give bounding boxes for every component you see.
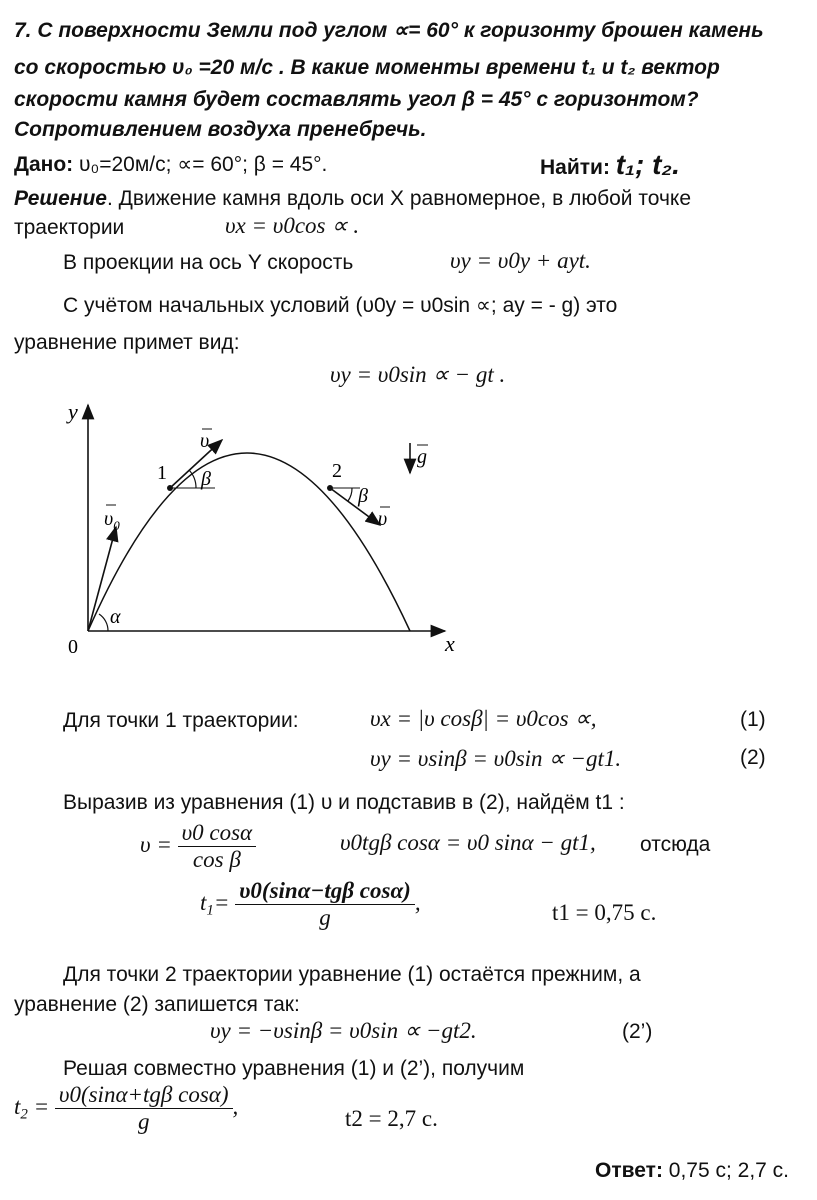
v-fraction-eq: = xyxy=(150,832,178,858)
given-text: υ₀=20м/с; ∝= 60°; β = 45°. xyxy=(79,153,328,176)
t1-numerator: υ0(sinα−tgβ cosα) xyxy=(235,878,415,905)
t1-denominator: g xyxy=(319,905,331,931)
t1-value: t1 = 0,75 c. xyxy=(552,900,657,925)
beta-label-1: β xyxy=(201,468,211,490)
beta-label-2: β xyxy=(358,485,368,507)
v-fraction-lhs: υ xyxy=(140,832,151,858)
t2-formula: $t_2$ = $\frac{\text{υ0(sinα+tgβ cosα)}}{g}$ , xyxy=(14,1082,239,1135)
t2-value: t2 = 2,7 c. xyxy=(345,1106,438,1131)
v0-subscript: 0 xyxy=(113,518,120,533)
t2-fraction xyxy=(55,1082,233,1136)
g-label: g xyxy=(417,446,427,468)
eq2-number: (2) xyxy=(740,746,766,769)
v-fraction-num: υ0 cosα xyxy=(178,820,257,847)
t2-denominator: g xyxy=(137,1109,150,1135)
solution-label: Решение xyxy=(14,187,107,210)
alpha-label: α xyxy=(110,606,121,628)
eq1-number: (1) xyxy=(740,708,766,731)
find-line xyxy=(540,149,680,181)
initial-conditions: С учётом начальных условий (υ0y = υ0sin ∝; ay = - g) это xyxy=(63,294,618,317)
solving-text: Решая совместно уравнения (1) и (2’), получим xyxy=(63,1057,525,1080)
alpha-arc xyxy=(99,614,108,631)
v-fraction xyxy=(140,820,256,874)
point2-eq: υy = −υsinβ = υ0sin ∝ −gt2. xyxy=(210,1018,477,1043)
t2-lhs: $t_2$ = xyxy=(14,1094,50,1123)
find-label: Найти: xyxy=(540,156,610,179)
v-vector-1 xyxy=(170,440,222,488)
trajectory-curve xyxy=(88,453,410,631)
vy-final-equation: υy = υ0sin ∝ − gt . xyxy=(330,362,506,387)
problem-line-1: 7. С поверхности Земли под углом ∝= 60° к горизонту брошен камень xyxy=(14,19,764,42)
given-label: Дано: xyxy=(14,153,74,176)
solution-traj: траектории xyxy=(14,216,125,239)
trajectory-figure xyxy=(60,395,460,660)
find-text: t₁; t₂. xyxy=(615,149,680,180)
answer-line xyxy=(595,1158,789,1184)
v-fraction-den: cos β xyxy=(192,847,241,873)
t1-lhs: $t_1=$ xyxy=(200,890,230,919)
t1-fraction xyxy=(235,878,415,932)
v0-label xyxy=(104,508,120,533)
point2-line-1: Для точки 2 траектории уравнение (1) остаётся прежним, а xyxy=(63,963,641,986)
point1-eq3: υ0tgβ cosα = υ0 sinα − gt1, xyxy=(340,830,596,855)
problem-line-2: со скоростью υ₀ =20 м/с . В какие моменты времени t₁ и t₂ вектор xyxy=(14,56,720,79)
v-label-1: υ xyxy=(200,430,210,452)
v-fraction-body xyxy=(178,820,257,874)
eq3-tail: отсюда xyxy=(640,833,711,856)
vx-equation: υx = υ0cos ∝ . xyxy=(225,213,360,238)
solution-intro xyxy=(14,186,691,212)
point1-label: Для точки 1 траектории: xyxy=(63,709,299,732)
t1-formula: $t_1=$ $\frac{\text{υ0(sinα−tgβ cosα)}}{g}$ , xyxy=(200,878,421,931)
v-vector-2 xyxy=(330,488,380,525)
x-axis-label: x xyxy=(445,631,455,656)
beta-arc-2 xyxy=(348,488,352,501)
vy-equation: υy = υ0y + ayt. xyxy=(450,248,591,273)
eq2p-number: (2’) xyxy=(622,1020,653,1043)
y-axis-label: y xyxy=(68,399,78,424)
point-1-label: 1 xyxy=(157,462,167,484)
problem-line-3: скорости камня будет составлять угол β = 45° с горизонтом? xyxy=(14,88,699,111)
t2-numerator: υ0(sinα+tgβ cosα) xyxy=(55,1082,233,1109)
point-2-label: 2 xyxy=(332,460,342,482)
origin-label: 0 xyxy=(68,636,78,658)
given-line xyxy=(14,152,327,178)
equation-form-text: уравнение примет вид: xyxy=(14,331,240,354)
point1-eq2: υy = υsinβ = υ0sin ∝ −gt1. xyxy=(370,746,622,771)
v-label-2: υ xyxy=(378,508,388,530)
point2-line-2: уравнение (2) запишется так: xyxy=(14,993,300,1016)
answer-label: Ответ: xyxy=(595,1159,663,1182)
solution-intro-text: . Движение камня вдоль оси X равномерное, в любой точке xyxy=(106,187,691,210)
express-text: Выразив из уравнения (1) υ и подставив в (2), найдём t1 : xyxy=(63,791,625,814)
projection-text: В проекции на ось Y скорость xyxy=(63,251,354,274)
point1-eq1: υx = |υ cosβ| = υ0cos ∝, xyxy=(370,706,597,731)
v0-symbol: υ xyxy=(104,508,114,530)
answer-text: 0,75 c; 2,7 c. xyxy=(668,1159,790,1182)
problem-line-4: Сопротивлением воздуха пренебречь. xyxy=(14,118,427,141)
